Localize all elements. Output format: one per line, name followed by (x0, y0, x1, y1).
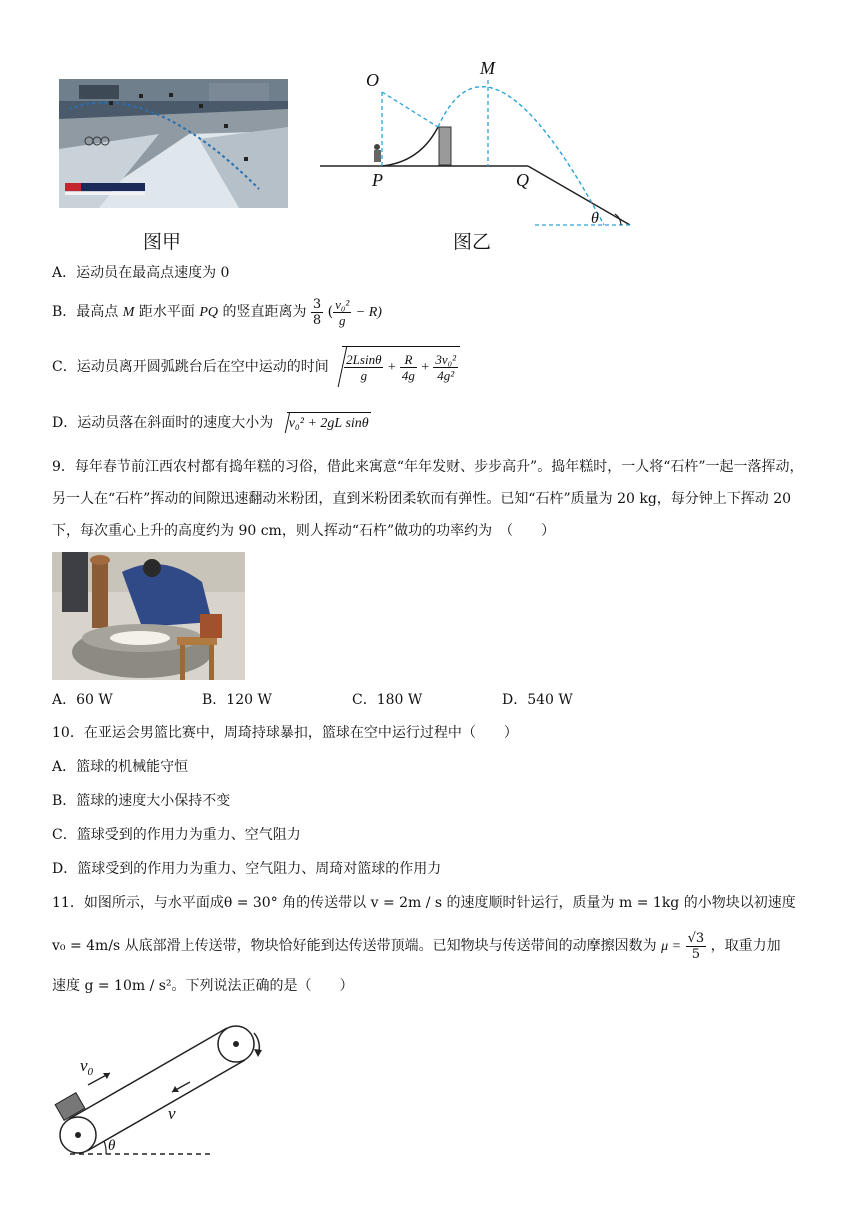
q10-option-b: B．篮球的速度大小保持不变 (52, 793, 231, 809)
q10-stem: 10．在亚运会男篮比赛中，周琦持球暴扣，篮球在空中运行过程中（ ） (52, 725, 518, 741)
q11-line-3: 速度 g = 10m / s²。下列说法正确的是（ ） (52, 978, 354, 994)
q9-stem: 9．每年春节前江西农村都有捣年糕的习俗，借此来寓意“年年发财、步步高升”。捣年糕时，一人将“石杵”一起一落挥动，另一人在“石杵”挥动的间隙迅速翻动米粉团，直到米粉团柔软而有弹性。已知“石杵”质量为 20 kg，每分钟上下挥动 20 下，每次重心上升的高度约为 90 cm，则人挥动“石杵”做功的功率约为 （ ） (52, 459, 804, 539)
fraction-3-8: $\frac{3}{8}$ (312, 296, 322, 328)
figure-caption-yi: 图乙 (453, 231, 492, 253)
conveyor-belt-diagram (50, 1015, 280, 1160)
q8-option-b: B．最高点 M 距水平面 PQ 的竖直距离为 $\frac{3}{8}$ ( $\frac{\text{v₀²}}{g}$ − R) (52, 296, 382, 328)
q10-option-c: C．篮球受到的作用力为重力、空气阻力 (52, 827, 301, 843)
skier-icon (374, 144, 381, 162)
figure-caption-jia: 图甲 (143, 231, 182, 253)
q9-option-c: C．180 W (352, 692, 423, 708)
label-theta: θ (591, 210, 599, 227)
label-O: O (366, 70, 379, 90)
q11-line-2: v₀ = 4m/s 从底部滑上传送带，物块恰好能到达传送带顶端。已知物块与传送带间的动摩擦因数为 μ = $\frac{√3}{5}$ ，取重力加 (52, 930, 781, 962)
sqrt-expression: $\frac{2Lsin\theta}{g}$ + $\frac{R}{4g}$ + $\frac{\text{3v₀²}}{\text{4g²}}$ (342, 346, 460, 388)
q9-options (52, 690, 652, 710)
q10-option-d: D．篮球受到的作用力为重力、空气阻力、周琦对篮球的作用力 (52, 861, 442, 877)
label-Q: Q (516, 170, 529, 190)
ski-jump-diagram (310, 52, 650, 230)
q8-option-d: D．运动员落在斜面时的速度大小为 v₀² + 2gL sinθ (52, 412, 371, 434)
label-v: v (168, 1104, 176, 1123)
q11-line-1: 11．如图所示，与水平面成θ = 30° 角的传送带以 v = 2m / s 的速度顺时针运行，质量为 m = 1kg 的小物块以初速度 (52, 895, 796, 911)
label-theta-belt: θ (108, 1138, 116, 1154)
q8-option-a: A．运动员在最高点速度为 0 (52, 265, 230, 281)
label-v0: $v_0$ (80, 1056, 94, 1078)
label-M: M (480, 58, 495, 78)
q9-option-b: B．120 W (202, 692, 272, 708)
q8-option-c: C．运动员离开圆弧跳台后在空中运动的时间 $\frac{2Lsin\theta}{g}$ + $\frac{R}{4g}$ + $\frac{\text{3v₀²}}{\text{4g²}}$ (52, 346, 460, 388)
q10-option-a: A．篮球的机械能守恒 (52, 759, 189, 775)
label-P: P (372, 170, 383, 190)
q9-option-a: A．60 W (52, 692, 113, 708)
ski-jump-photo (59, 79, 288, 208)
rice-cake-pounding-photo (52, 552, 245, 680)
q9-option-d: D．540 W (502, 692, 573, 708)
